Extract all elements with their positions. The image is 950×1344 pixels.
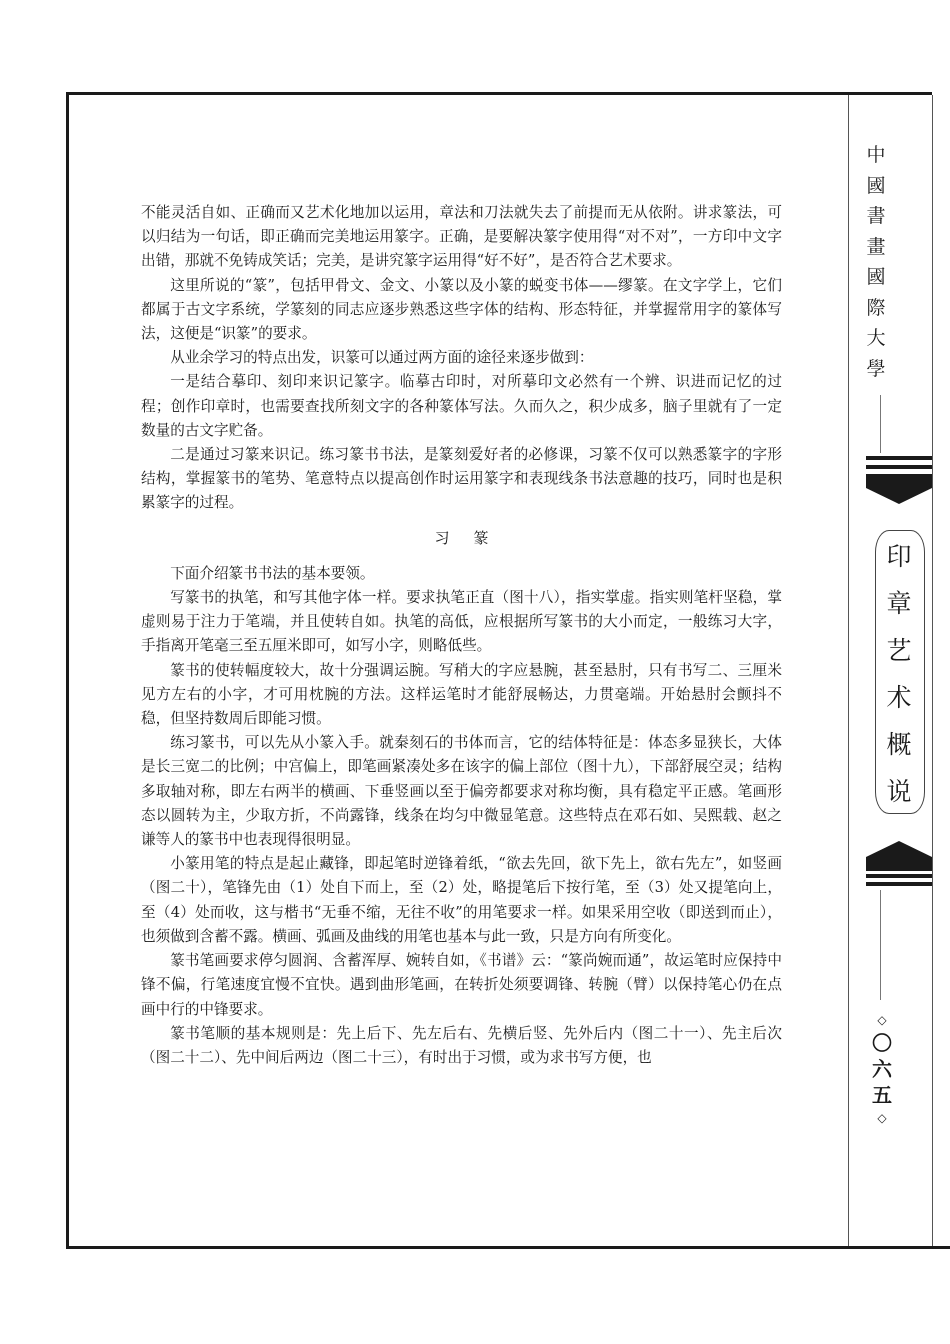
paragraph: 一是结合摹印、刻印来识记篆字。临摹古印时，对所摹印文必然有一个辨、识进而记忆的过程；创作印章时，也需要查找所刻文字的各种篆体写法。久而久之，积少成多，脑子里就有了一定数量的古文字贮备。	[141, 373, 782, 439]
badge-bar	[866, 874, 932, 878]
paragraph: 篆书笔画要求停匀圆润、含蓄浑厚、婉转自如，《书谱》云：“篆尚婉而通”，故运笔时应保持中锋不偏，行笔速度宜慢不宜快。遇到曲形笔画，在转折处须要调锋、转腕（臂）以保持笔心仍在点画中行的中锋要求。	[141, 952, 782, 1018]
book-title-char: 章	[886, 589, 912, 618]
frame-bottom-rule	[66, 1246, 950, 1249]
diamond-icon: ◇	[877, 1111, 887, 1125]
page-number-char: 五	[872, 1083, 892, 1107]
badge-bottom-shape	[866, 841, 932, 871]
badge-bar	[866, 465, 932, 469]
paragraph: 写篆书的执笔，和写其他字体一样。要求执笔正直（图十八），指实掌虚。指实则笔杆坚稳，掌虚则易于注力于笔端，并且使转自如。执笔的高低，应根据所写篆书的大小而定，一般练习大字，手指离开笔毫三至五厘米即可，如写小字，则略低些。	[141, 589, 782, 655]
paragraph: 从业余学习的特点出发，识篆可以通过两方面的途径来逐步做到：	[170, 349, 594, 367]
sidebar-outer-rule	[932, 95, 933, 1246]
series-title-char: 國	[866, 266, 886, 288]
series-title-char: 大	[866, 327, 886, 349]
book-title-char: 说	[886, 777, 912, 806]
body-text	[141, 201, 782, 1070]
series-title	[862, 140, 890, 384]
badge-bar	[866, 882, 932, 886]
paragraph: 小篆用笔的特点是起止藏锋，即起笔时逆锋着纸，“欲去先回，欲下先上，欲右先左”，如竖画（图二十），笔锋先由（1）处自下而上，至（2）处，略提笔后下按行笔，至（3）处又提笔向上，至（4）处而收，这与楷书“无垂不缩，无往不收”的用笔要求一样。如果采用空收（即送到而止），也须做到含蓄不露。横画、弧画及曲线的用笔也基本与此一致，只是方向有所变化。	[141, 855, 782, 945]
sidebar-divider	[848, 95, 849, 1246]
paragraph: 篆书的使转幅度较大，故十分强调运腕。写稍大的字应悬腕，甚至悬肘，只有书写二、三厘米见方左右的小字，才可用枕腕的方法。这样运笔时才能舒展畅达，力贯毫端。开始悬肘会颤抖不稳，但坚持数周后即能习惯。	[141, 661, 782, 728]
series-title-char: 學	[866, 357, 886, 380]
sidebar-rule-upper	[880, 395, 881, 453]
series-title-char: 際	[866, 296, 886, 319]
series-title-char: 書	[866, 205, 886, 227]
page-number	[860, 1010, 904, 1128]
sidebar-rule-lower	[880, 890, 881, 1000]
paragraph: 篆书笔顺的基本规则是：先上后下、先左后右、先横后竖、先外后内（图二十一）、先主后次（图二十二）、先中间后两边（图二十三），有时出于习惯，或为求书写方便，也	[141, 1024, 782, 1066]
section-heading: 习篆	[434, 528, 513, 547]
paragraph: 练习篆书，可以先从小篆入手。就秦刻石的书体而言，它的结体特征是：体态多显狭长，大体是长三宽二的比例；中宫偏上，即笔画紧凑处多在该字的偏上部位（图十九），下部舒展空灵；结构多取轴对称，即左右两半的横画、下垂竖画以至于偏旁都要求对称均衡，具有稳定平正感。笔画形态以圆转为主，少取方折，不尚露锋，线条在均匀中微显笔意。这些特点在邓石如、吴熙载、赵之谦等人的篆书中也表现得很明显。	[141, 734, 782, 849]
series-title-char: 國	[866, 174, 886, 197]
book-title-char: 概	[886, 730, 912, 759]
series-title-char: 中	[866, 144, 886, 166]
page-number-char: 六	[872, 1057, 892, 1081]
series-title-char: 畫	[866, 235, 886, 258]
paragraph: 下面介绍篆书书法的基本要领。	[170, 564, 375, 582]
page-number-char: 〇	[872, 1031, 892, 1055]
diamond-icon: ◇	[877, 1013, 887, 1027]
book-title-char: 术	[886, 683, 912, 712]
badge-bar	[866, 456, 932, 460]
paragraph: 不能灵活自如、正确而又艺术化地加以运用，章法和刀法就失去了前提而无从依附。讲求篆法，可以归结为一句话，即正确而完美地运用篆字。正确，是要解决篆字使用得“对不对”，一方印中文字出错，那就不免铸成笑话；完美，是讲究篆字运用得“好不好”，是否符合艺术要求。	[141, 204, 782, 270]
paragraph: 二是通过习篆来识记。练习篆书书法，是篆刻爱好者的必修课，习篆不仅可以熟悉篆字的字形结构，掌握篆书的笔势、笔意特点以提高创作时运用篆字和表现线条书法意趣的技巧，同时也是积累篆字的过程。	[141, 446, 782, 512]
book-title-char: 艺	[886, 636, 912, 665]
book-title	[866, 533, 932, 815]
book-title-char: 印	[886, 542, 912, 571]
badge-top-shape	[866, 474, 932, 504]
paragraph: 这里所说的“篆”，包括甲骨文、金文、小篆以及小篆的蜕变书体——缪篆。在文字学上，它们都属于古文字系统，学篆刻的同志应逐步熟悉这些字体的结构、形态特征，并掌握常用字的篆体写法，这便是“识篆”的要求。	[141, 276, 782, 343]
